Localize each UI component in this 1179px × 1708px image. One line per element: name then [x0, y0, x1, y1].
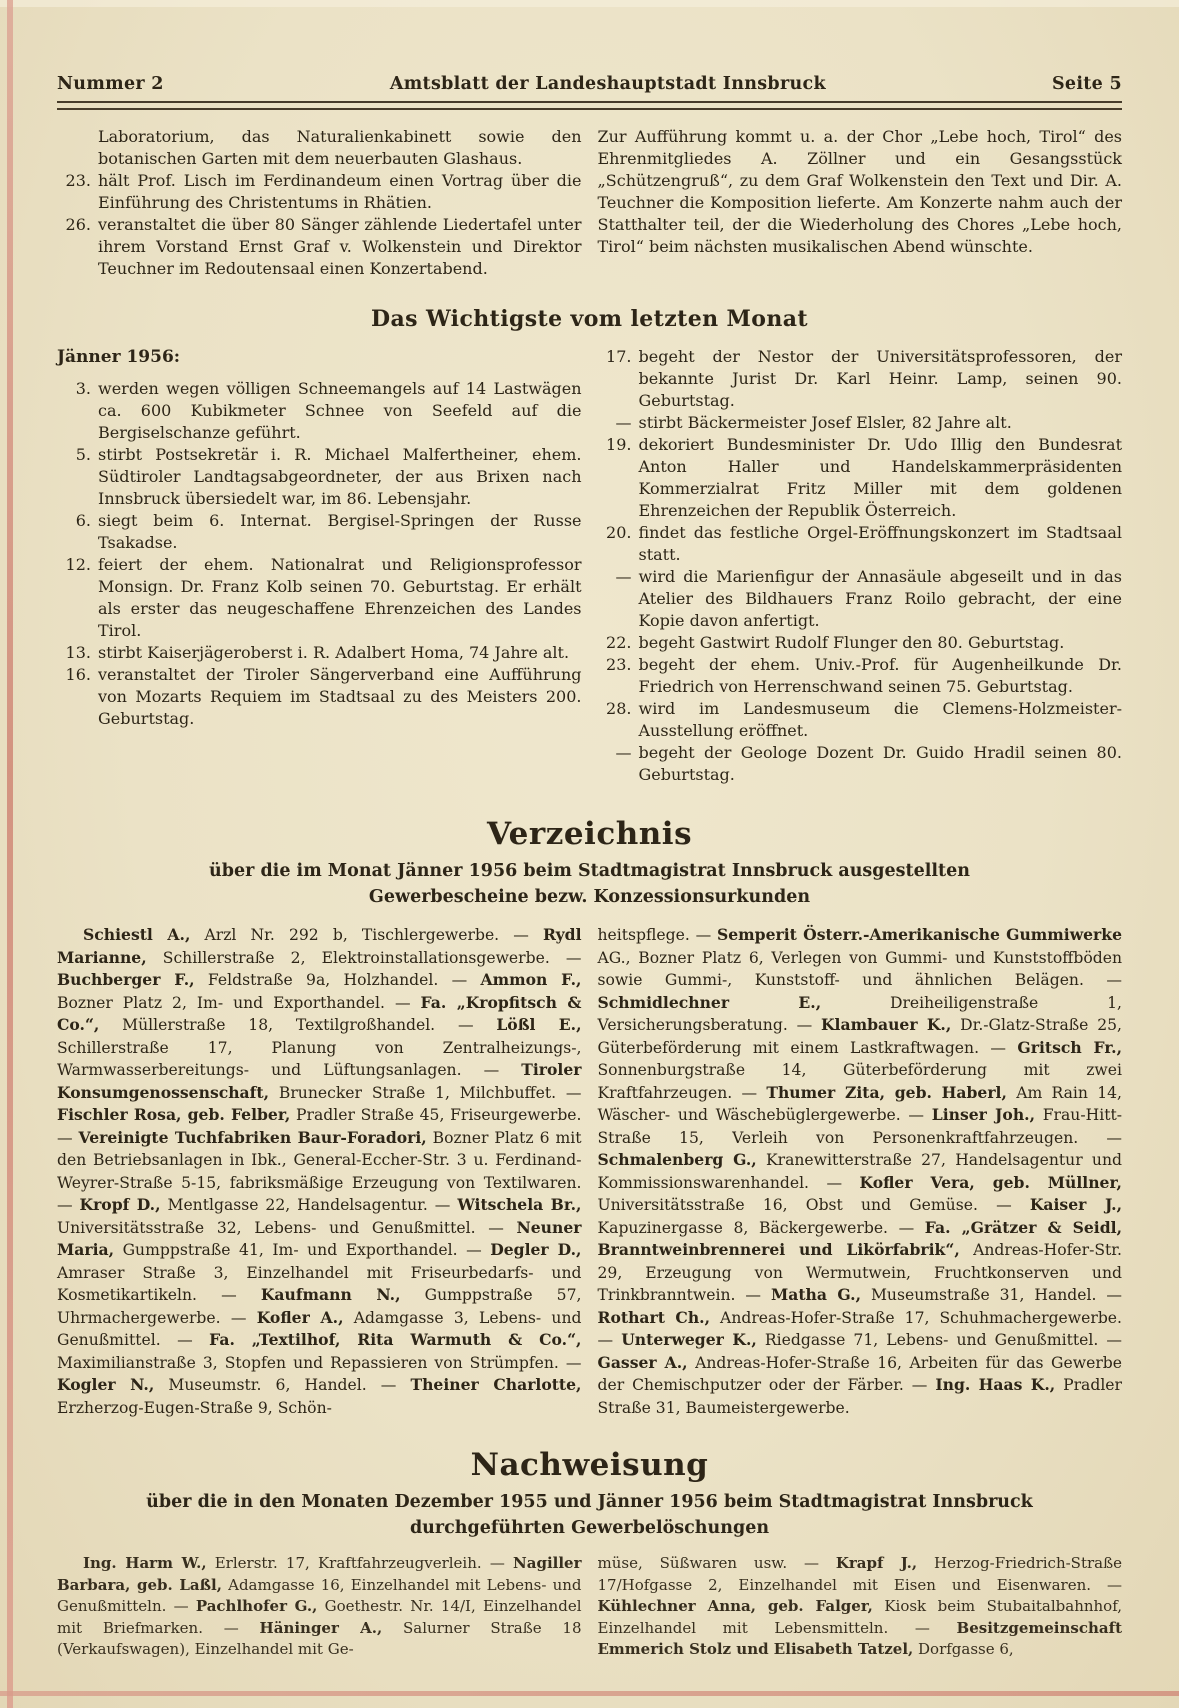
- nachweisung-right-text: müse, Süßwaren usw. — Krapf J., Herzog-Friedrich-Straße 17/Hofgasse 2, Einzelhandel mit Eisen und Eisenwaren. — Kühlechner Anna, geb. Falger, Kiosk beim Stubaitalbahnhof, Einzelhandel mit Lebensmitteln. — Besitzgemeinschaft Emmerich Stolz und Elisabeth Tatzel, Dorfgasse 6,: [597, 1554, 1122, 1658]
- verzeichnis-section: [0, 816, 1179, 1419]
- chronicle-item: [598, 654, 1123, 698]
- chronicle-item: [598, 346, 1123, 412]
- item-number: 23.: [606, 655, 632, 674]
- item-number: 13.: [65, 643, 91, 662]
- chronicle-item: [57, 510, 582, 554]
- nachweisung-subtitle-line2: durchgeführten Gewerbelöschungen: [409, 1518, 770, 1538]
- nachweisung-subtitle-line1: über die in den Monaten Dezember 1955 und Jänner 1956 beim Stadtmagistrat Innsbruck: [146, 1492, 1033, 1512]
- masthead: [57, 74, 1122, 94]
- item-text: hält Prof. Lisch im Ferdinandeum einen Vortrag über die Einführung des Christentums in Rhätien.: [98, 171, 582, 212]
- item-number: —: [615, 743, 632, 762]
- verzeichnis-subtitle-line2: Gewerbescheine bezw. Konzessionsurkunden: [368, 887, 811, 907]
- chronicle-item: [57, 126, 582, 170]
- item-number: 5.: [75, 445, 91, 464]
- monthly-right-column: [598, 346, 1123, 786]
- chronicle-item: [598, 412, 1123, 434]
- verzeichnis-right-text: heitspflege. — Semperit Österr.-Amerikanische Gummiwerke AG., Bozner Platz 6, Verlegen von Gummi- und Kunststoffböden sowie Gummi-, Kunststoff- und ähnlichen Belägen. — Schmidlechner E., Dreiheiligenstraße 1, Versicherungsberatung. — Klambauer K., Dr.-Glatz-Straße 25, Güterbeförderung mit einem Lastkraftwagen. — Gritsch Fr., Sonnenburgstraße 14, Güterbeförderung mit zwei Kraftfahrzeugen. — Thumer Zita, geb. Haberl, Am Rain 14, Wäscher- und Wäschebüglergewerbe. — Linser Joh., Frau-Hitt-Straße 15, Verleih von Personenkraftfahrzeugen. — Schmalenberg G., Kranewitterstraße 27, Handelsagentur und Kommissionswarenhandel. — Kofler Vera, geb. Müllner, Universitätsstraße 16, Obst und Gemüse. — Kaiser J., Kapuzinergasse 8, Bäckergewerbe. — Fa. „Grätzer & Seidl, Branntweinbrennerei und Likörfabrik“, Andreas-Hofer-Str. 29, Erzeugung von Wermutwein, Fruchtkonserven und Trinkbranntwein. — Matha G., Museumstraße 31, Handel. — Rothart Ch., Andreas-Hofer-Straße 17, Schuhmachergewerbe. — Unterweger K., Riedgasse 71, Lebens- und Genußmittel. — Gasser A., Andreas-Hofer-Straße 16, Arbeiten für das Gewerbe der Chemischputzer oder der Färber. — Ing. Haas K., Pradler Straße 31, Baumeistergewerbe.: [597, 925, 1123, 1417]
- item-number: 3.: [75, 379, 91, 398]
- item-text: findet das festliche Orgel-Eröffnungskonzert im Stadtsaal statt.: [638, 523, 1122, 564]
- item-text: stirbt Bäckermeister Josef Elsler, 82 Jahre alt.: [638, 413, 1012, 432]
- scan-edge-bottom: [0, 1691, 1179, 1696]
- chronicle-item: [598, 434, 1123, 522]
- item-text: veranstaltet der Tiroler Sängerverband eine Aufführung von Mozarts Requiem im Stadtsaal zu des Meisters 200. Geburtstag.: [98, 665, 582, 728]
- item-number: —: [615, 567, 632, 586]
- item-text: wird im Landesmuseum die Clemens-Holzmeister-Ausstellung eröffnet.: [638, 699, 1122, 740]
- item-number: 20.: [606, 523, 632, 542]
- item-text: begeht der Geologe Dozent Dr. Guido Hradil seinen 80. Geburtstag.: [638, 743, 1122, 784]
- item-number: [57, 126, 98, 170]
- verzeichnis-left-column: [57, 924, 582, 1419]
- intro-section: [57, 126, 1122, 280]
- intro-right-column: [598, 126, 1123, 280]
- nachweisung-left-text: Ing. Harm W., Erlerstr. 17, Kraftfahrzeugverleih. — Nagiller Barbara, geb. Laßl, Adamgasse 16, Einzelhandel mit Lebens- und Genußmitteln. — Pachlhofer G., Goethestr. Nr. 14/I, Einzelhandel mit Briefmarken. — Häninger A., Salurner Straße 18 (Verkaufswagen), Einzelhandel mit Ge-: [57, 1554, 582, 1658]
- item-text: begeht der ehem. Univ.-Prof. für Augenheilkunde Dr. Friedrich von Herrenschwand seinen 75. Geburtstag.: [638, 655, 1122, 696]
- page-number: Seite 5: [1051, 74, 1122, 94]
- chronicle-item: [57, 444, 582, 510]
- item-number: 12.: [65, 555, 91, 574]
- item-number: 19.: [606, 435, 632, 454]
- item-text: begeht der Nestor der Universitätsprofessoren, der bekannte Jurist Dr. Karl Heinr. Lamp, seinen 90. Geburtstag.: [638, 347, 1122, 410]
- item-text: dekoriert Bundesminister Dr. Udo Illig den Bundesrat Anton Haller und Handelskammerpräsidenten Kommerzialrat Fritz Miller mit dem goldenen Ehrenzeichen der Republik Österreich.: [638, 435, 1122, 520]
- monthly-subheading: Jänner 1956:: [57, 347, 181, 367]
- intro-right-paragraph: Zur Aufführung kommt u. a. der Chor „Lebe hoch, Tirol“ des Ehrenmitgliedes A. Zöllner und ein Gesangsstück „Schützengruß“, zu dem Graf Wolkenstein den Text und Dir. A. Teuchner die Komposition lieferte. Am Konzerte nahm auch der Statthalter teil, der die Wiederholung des Chores „Lebe hoch, Tirol“ beim nächsten musikalischen Abend wünschte.: [597, 127, 1122, 256]
- item-text: veranstaltet die über 80 Sänger zählende Liedertafel unter ihrem Vorstand Ernst Graf v. Wolkenstein und Direktor Teuchner im Redoutensaal einen Konzertabend.: [98, 215, 582, 278]
- item-text: siegt beim 6. Internat. Bergisel-Springen der Russe Tsakadse.: [98, 511, 582, 552]
- item-text: stirbt Postsekretär i. R. Michael Malfertheiner, ehem. Südtiroler Landtagsabgeordneter, der aus Brixen nach Innsbruck übersiedelt war, im 86. Lebensjahr.: [98, 445, 582, 508]
- chronicle-item: [598, 566, 1123, 632]
- item-number: 22.: [606, 633, 632, 652]
- item-text: stirbt Kaiserjägeroberst i. R. Adalbert Homa, 74 Jahre alt.: [98, 643, 570, 662]
- nachweisung-right-column: [598, 1553, 1123, 1661]
- chronicle-item: [57, 170, 582, 214]
- chronicle-item: [598, 742, 1123, 786]
- item-text: begeht Gastwirt Rudolf Flunger den 80. Geburtstag.: [638, 633, 1065, 652]
- monthly-section: [57, 346, 1122, 786]
- monthly-left-column: [57, 346, 582, 786]
- item-number: 26.: [65, 215, 91, 234]
- issue-number: Nummer 2: [57, 74, 164, 94]
- chronicle-item: [57, 214, 582, 280]
- verzeichnis-right-column: [598, 924, 1123, 1419]
- item-text: feiert der ehem. Nationalrat und Religionsprofessor Monsign. Dr. Franz Kolb seinen 70. Geburtstag. Er erhält als erster das neugeschaffene Ehrenzeichen des Landes Tirol.: [98, 555, 582, 640]
- item-text: werden wegen völligen Schneemangels auf 14 Lastwägen ca. 600 Kubikmeter Schnee von Seefeld auf die Bergiselschanze geführt.: [98, 379, 582, 442]
- header-rule: [57, 101, 1122, 110]
- item-number: —: [615, 413, 632, 432]
- chronicle-item: [57, 664, 582, 730]
- page-title: Amtsblatt der Landeshauptstadt Innsbruck: [389, 74, 826, 94]
- chronicle-item: [598, 698, 1123, 742]
- nachweisung-section: [0, 1447, 1179, 1661]
- chronicle-item: [57, 642, 582, 664]
- item-number: 28.: [606, 699, 632, 718]
- item-number: 17.: [606, 347, 632, 366]
- chronicle-item: [57, 378, 582, 444]
- verzeichnis-subtitle-line1: über die im Monat Jänner 1956 beim Stadtmagistrat Innsbruck ausgestellten: [209, 861, 970, 881]
- verzeichnis-heading: Verzeichnis: [486, 816, 693, 852]
- nachweisung-heading: Nachweisung: [470, 1447, 709, 1483]
- verzeichnis-left-text: Schiestl A., Arzl Nr. 292 b, Tischlergewerbe. — Rydl Marianne, Schillerstraße 2, Elektroinstallationsgewerbe. — Buchberger F., Feldstraße 9a, Holzhandel. — Ammon F., Bozner Platz 2, Im- und Exporthandel. — Fa. „Kropfitsch & Co.“, Müllerstraße 18, Textilgroßhandel. — Lößl E., Schillerstraße 17, Planung von Zentralheizungs-, Warmwasserbereitungs- und Lüftungsanlagen. — Tiroler Konsumgenossenschaft, Brunecker Straße 1, Milchbuffet. — Fischler Rosa, geb. Felber, Pradler Straße 45, Friseurgewerbe. — Vereinigte Tuchfabriken Baur-Foradori, Bozner Platz 6 mit den Betriebsanlagen in Ibk., General-Eccher-Str. 3 u. Ferdinand-Weyrer-Straße 5-15, fabriksmäßige Erzeugung von Textilwaren. — Kropf D., Mentlgasse 22, Handelsagentur. — Witschela Br., Universitätsstraße 32, Lebens- und Genußmittel. — Neuner Maria, Gumppstraße 41, Im- und Exporthandel. — Degler D., Amraser Straße 3, Einzelhandel mit Friseurbedarfs- und Kosmetikartikeln. — Kaufmann N., Gumppstraße 57, Uhrmachergewerbe. — Kofler A., Adamgasse 3, Lebens- und Genußmittel. — Fa. „Textilhof, Rita Warmuth & Co.“, Maximilianstraße 3, Stopfen und Repassieren von Strümpfen. — Kogler N., Museumstr. 6, Handel. — Theiner Charlotte, Erzherzog-Eugen-Straße 9, Schön-: [57, 925, 582, 1417]
- item-text: wird die Marienfigur der Annasäule abgeseilt und in das Atelier des Bildhauers Franz Roilo gebracht, der eine Kopie davon anfertigt.: [638, 567, 1122, 630]
- item-number: 23.: [65, 171, 91, 190]
- item-number: 16.: [65, 665, 91, 684]
- scan-edge-top: [0, 0, 1179, 7]
- monthly-section-heading: Das Wichtigste vom letzten Monat: [370, 306, 808, 332]
- chronicle-item: [598, 522, 1123, 566]
- verzeichnis-columns: [57, 924, 1122, 1419]
- chronicle-item: [57, 554, 582, 642]
- chronicle-item: [598, 632, 1123, 654]
- nachweisung-columns: [57, 1553, 1122, 1661]
- item-number: 6.: [75, 511, 91, 530]
- item-text: Laboratorium, das Naturalienkabinett sowie den botanischen Garten mit dem neuerbauten Glashaus.: [98, 127, 582, 168]
- intro-left-column: [57, 126, 582, 280]
- nachweisung-left-column: [57, 1553, 582, 1661]
